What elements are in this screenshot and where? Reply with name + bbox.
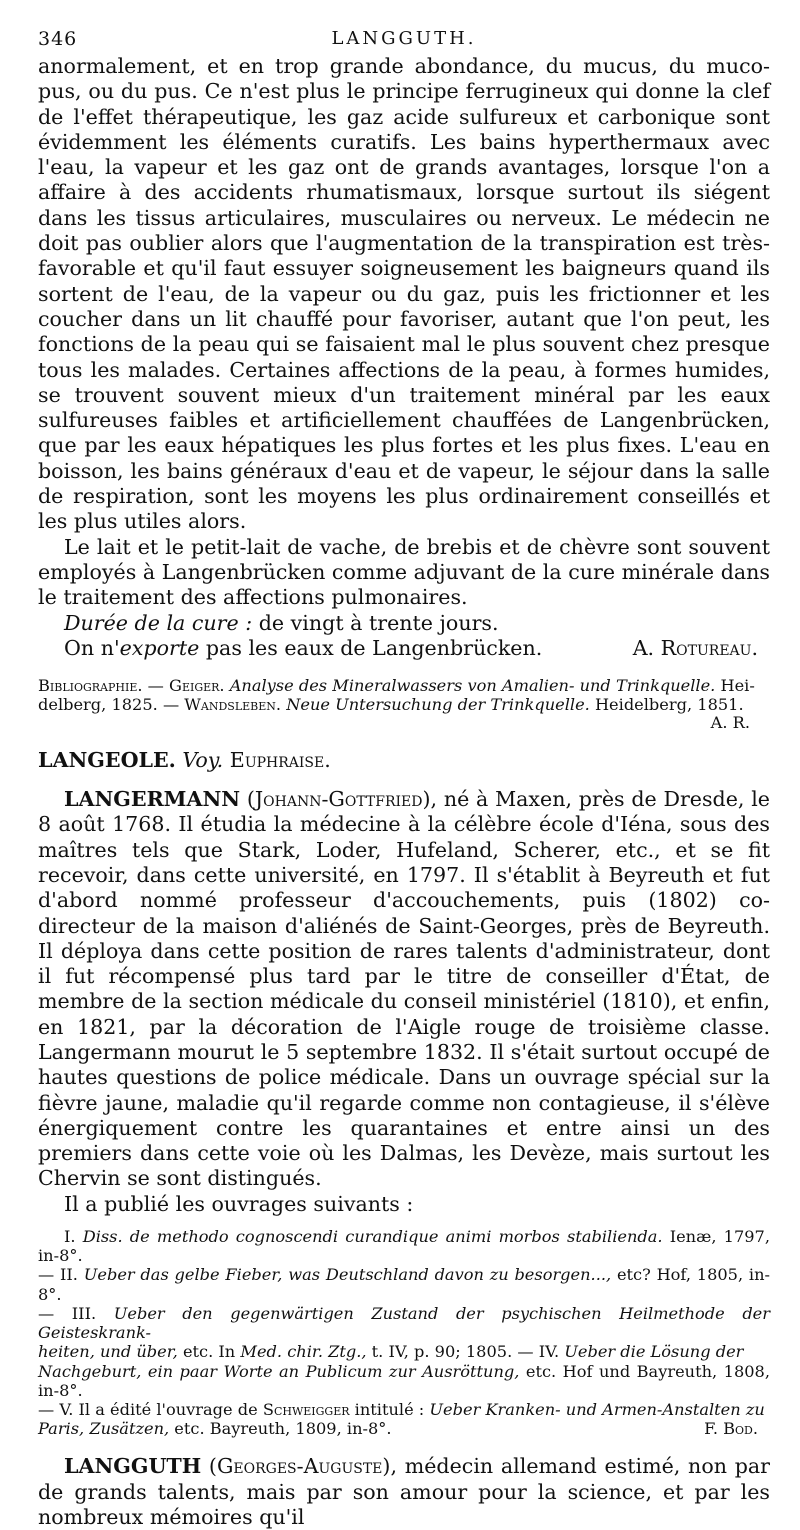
entry-forenames-langguth: (Georges-Auguste) bbox=[208, 1454, 391, 1479]
work-number: — IV. bbox=[512, 1342, 565, 1362]
biblio-title-geiger: Analyse des Mineralwassers von Amalien- und Trinkquelle. bbox=[224, 676, 716, 696]
biblio-pub-geiger-2: delberg, 1825. bbox=[38, 695, 158, 715]
works-line bbox=[38, 1342, 770, 1361]
work-title: Diss. de methodo cognoscendi curandique animi morbos stabilienda. bbox=[82, 1227, 663, 1247]
bibliography-label: Bibliographie. bbox=[38, 676, 143, 696]
author-signature-bod: F. Bod. bbox=[704, 1419, 758, 1439]
biblio-dash: — bbox=[157, 695, 185, 715]
entry-headword-langermann: LANGERMANN bbox=[64, 787, 241, 812]
page-number: 346 bbox=[38, 28, 78, 50]
running-title: LANGGUTH. bbox=[331, 28, 477, 49]
works-list bbox=[38, 1227, 770, 1438]
biblio-pub-geiger: Hei- bbox=[715, 676, 755, 696]
work-note: Il a édité l'ouvrage de bbox=[78, 1399, 263, 1419]
work-publication: etc. Bayreuth, 1809, in-8°. bbox=[169, 1419, 392, 1439]
work-title: Ueber die Lösung der bbox=[564, 1342, 744, 1362]
work-title: Ueber Kranken- und Armen-Anstalten zu bbox=[429, 1399, 765, 1419]
work-author: Schweigger bbox=[262, 1399, 350, 1419]
export-pre: On n' bbox=[64, 635, 120, 660]
running-header bbox=[38, 24, 770, 54]
works-line bbox=[38, 1419, 770, 1438]
cure-duration-label: Durée de la cure : bbox=[64, 610, 253, 635]
cure-duration-text: de vingt à trente jours. bbox=[252, 610, 499, 635]
work-number: — II. bbox=[38, 1265, 84, 1285]
biblio-dash: — bbox=[142, 676, 170, 696]
biblio-author-geiger: Geiger. bbox=[169, 676, 225, 696]
works-line bbox=[38, 1227, 770, 1265]
entry-langguth bbox=[38, 1454, 770, 1530]
works-line bbox=[38, 1400, 770, 1419]
biblio-title-wandsleben: Neue Untersuchung der Trinkquelle. bbox=[281, 695, 590, 715]
work-title: heiten, und über, bbox=[38, 1342, 178, 1362]
paragraph-treatment: anormalement, et en trop grande abondance, du mucus, du muco-pus, ou du pus. Ce n'est plus le principe ferrugineux qui donne la clef de l'effet thérapeutique, les gaz acide sulfureux et carbonique sont évidemment les éléments curatifs. Les bains hyperthermaux avec l'eau, la vapeur et les gaz ont de grands avantages, lorsque l'on a affaire à des accidents rhumatismaux, lorsque surtout ils siégent dans les tissus articulaires, musculaires ou nerveux. Le médecin ne doit pas oublier alors que l'augmentation de la transpiration est très-favorable et qu'il faut essuyer soigneusement les baigneurs quand ils sortent de l'eau, de la vapeur ou du gaz, puis les frictionner et les coucher dans un lit chauffé pour favoriser, autant que l'on peut, les fonctions de la peau qui se faisaient mal le plus souvent chez presque tous les malades. Certaines affections de la peau, à formes humides, se trouvent souvent mieux d'un traitement minéral par les eaux sulfureuses faibles et artificiellement chauffées de Langenbrücken, que par les eaux hépatiques les plus fortes et les plus fixes. L'eau en boisson, les bains généraux d'eau et de vapeur, le séjour dans la salle de respiration, sont les moyens les plus ordinairement conseillés et les plus utiles alors. bbox=[38, 54, 770, 534]
see-reference: Voy. bbox=[182, 747, 224, 772]
works-line bbox=[38, 1304, 770, 1342]
work-publication: Ienæ, 1797, in-8°. bbox=[38, 1227, 770, 1266]
bibliography-line-1 bbox=[38, 676, 770, 695]
entry-text-langermann: , né à Maxen, près de Dresde, le 8 août 1768. Il étudia la médecine à la célèbre école d'Iéna, sous des maîtres tels que Stark, Loder, Hufeland, Scherer, etc., et se fit recevoir, dans cette université, en 1797. Il s'établit à Beyreuth et fut d'abord nommé professeur d'accouchements, puis (1802) co-directeur de la maison d'aliénés de Saint-Georges, près de Beyreuth. Il déploya dans cette position de rares talents d'administrateur, dont il fut récompensé plus tard par le titre de conseiller d'État, de membre de la section médicale du conseil ministériel (1810), et enfin, en 1821, par la décoration de l'Aigle rouge de troisième classe. Langermann mourut le 5 septembre 1832. Il s'était surtout occupé de hautes questions de police médicale. Dans un ouvrage spécial sur la fièvre jaune, maladie qu'il regarde comme non contagieuse, il s'élève énergiquement contre les quarantaines et entre ainsi un des premiers dans cette voie où les Dalmas, les Devèze, mais surtout les Chervin se sont distingués. bbox=[38, 787, 770, 1191]
work-number: I. bbox=[64, 1227, 83, 1247]
author-signature-rotureau: A. Rotureau. bbox=[632, 635, 758, 660]
author-initials-ar: A. R. bbox=[710, 712, 750, 732]
bibliography bbox=[38, 676, 770, 732]
export-em: exporte bbox=[119, 635, 200, 660]
work-publication: etc. Hof und Bayreuth, 1808, in-8°. bbox=[38, 1361, 770, 1400]
work-journal: Med. chir. Ztg., bbox=[240, 1342, 367, 1362]
cure-duration-line bbox=[38, 611, 770, 636]
work-note: intitulé : bbox=[349, 1399, 430, 1419]
biblio-pub-wandsleben: Heidelberg, 1851. bbox=[589, 695, 744, 715]
entry-langeole bbox=[38, 748, 770, 773]
entry-langermann bbox=[38, 787, 770, 1192]
work-number: — III. bbox=[38, 1303, 114, 1323]
bibliography-line-2 bbox=[38, 695, 770, 714]
export-line bbox=[38, 636, 770, 661]
export-post: pas les eaux de Langenbrücken. bbox=[199, 635, 543, 660]
work-number: — V. bbox=[38, 1399, 79, 1419]
work-publication: etc? Hof, 1805, in-8°. bbox=[38, 1265, 771, 1304]
entry-headword-langeole: LANGEOLE. bbox=[38, 747, 176, 772]
entry-text-langguth: , médecin allemand estimé, non par de grands talents, mais par son amour pour la science, et par les nombreux mémoires qu'il bbox=[38, 1454, 771, 1529]
work-title: Paris, Zusätzen, bbox=[38, 1419, 170, 1439]
work-publication: etc. In bbox=[177, 1342, 241, 1362]
paragraph-milk-cure: Le lait et le petit-lait de vache, de brebis et de chèvre sont souvent employés à Langenbrücken comme adjuvant de la cure minérale dans le traitement des affections pulmonaires. bbox=[38, 534, 770, 610]
work-title: Nachgeburt, ein paar Worte an Publicum zur Ausröttung, bbox=[38, 1361, 520, 1381]
biblio-author-wandsleben: Wandsleben. bbox=[184, 695, 282, 715]
works-line bbox=[38, 1265, 770, 1303]
entry-forenames-langermann: (Johann-Gottfried) bbox=[246, 787, 431, 812]
entry-headword-langguth: LANGGUTH bbox=[64, 1454, 202, 1479]
works-intro: Il a publié les ouvrages suivants : bbox=[64, 1191, 414, 1216]
cross-reference-euphraise: Euphraise. bbox=[229, 747, 331, 772]
work-title: Ueber den gegenwärtigen Zustand der psychischen Heilmethode der Geisteskrank- bbox=[38, 1303, 771, 1343]
work-title: Ueber das gelbe Fieber, was Deutschland davon zu besorgen..., bbox=[83, 1265, 612, 1285]
works-line bbox=[38, 1362, 770, 1400]
work-publication: t. IV, p. 90; 1805. bbox=[366, 1342, 513, 1362]
